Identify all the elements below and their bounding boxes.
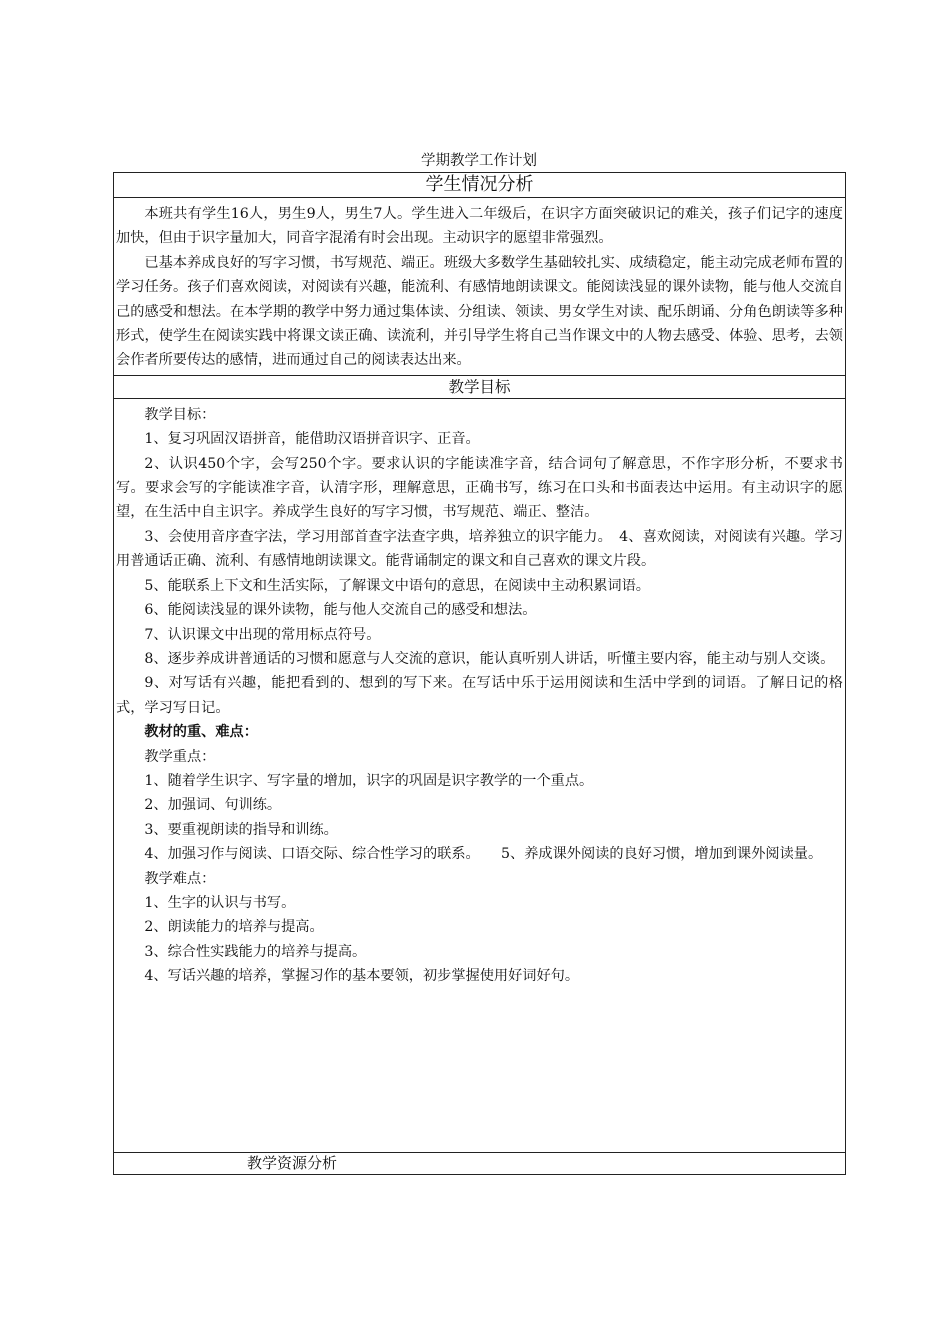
difficult-point-item: 2、朗读能力的培养与提高。 <box>144 919 324 936</box>
difficult-point-item: 3、综合性实践能力的培养与提高。 <box>144 943 367 960</box>
difficult-point-item: 1、生字的认识与书写。 <box>144 894 296 911</box>
key-difficult-heading: 教材的重、难点： <box>144 724 258 741</box>
student-analysis-body <box>114 198 846 376</box>
goal-item: 8、逐步养成讲普通话的习惯和愿意与人交流的意识，能认真听别人讲话，听懂主要内容，能主动与别人交谈。 <box>144 650 835 667</box>
difficult-point-item: 4、写话兴趣的培养，掌握习作的基本要领，初步掌握使用好词好句。 <box>144 968 580 985</box>
plan-table <box>113 172 846 1175</box>
page-title: 学期教学工作计划 <box>421 153 537 169</box>
teaching-goals-intro: 教学目标： <box>144 406 216 423</box>
difficult-points-label: 教学难点： <box>144 870 216 887</box>
goal-item: 9、对写话有兴趣，能把看到的、想到的写下来。在写话中乐于运用阅读和生活中学到的词语。了解日记的格式，学习写日记。 <box>116 675 843 716</box>
student-analysis-heading: 学生情况分析 <box>114 173 846 198</box>
resource-analysis-heading: 教学资源分析 <box>114 1152 846 1174</box>
goal-item: 5、能联系上下文和生活实际，了解课文中语句的意思，在阅读中主动积累词语。 <box>144 577 650 594</box>
teaching-goals-body <box>114 398 846 1152</box>
teaching-goals-heading: 教学目标 <box>114 375 846 398</box>
student-analysis-paragraph: 已基本养成良好的写字习惯，书写规范、端正。班级大多数学生基础较扎实、成绩稳定，能主动完成老师布置的学习任务。孩子们喜欢阅读，对阅读有兴趣，能流利、有感情地朗读课文。能阅读浅显的课外读物，能与他人交流自己的感受和想法。在本学期的教学中努力通过集体读、分组读、领读、男女学生对读、配乐朗诵、分角色朗读等多种形式，使学生在阅读实践中将课文读正确、读流利，并引导学生将自己当作课文中的人物去感受、体验、思考，去领会作者所要传达的感情，进而通过自己的阅读表达出来。 <box>116 254 843 369</box>
goal-item: 3、会使用音序查字法，学习用部首查字法查字典，培养独立的识字能力。 4、喜欢阅读，对阅读有兴趣。学习用普通话正确、流利、有感情地朗读课文。能背诵制定的课文和自己喜欢的课文片段。 <box>116 528 843 570</box>
goal-item: 2、认识450个字，会写250个字。要求认识的字能读准字音，结合词句了解意思，不作字形分析，不要求书写。要求会写的字能读准字音，认清字形，理解意思，正确书写，练习在口头和书面表达中运用。有主动识字的愿望，在生活中自主识字。养成学生良好的写字习惯，书写规范、端正、整洁。 <box>116 455 843 521</box>
key-points-label: 教学重点： <box>144 748 216 765</box>
key-point-item: 4、加强习作与阅读、口语交际、综合性学习的联系。 5、养成课外阅读的良好习惯，增加到课外阅读量。 <box>144 846 823 863</box>
key-point-item: 3、要重视朗读的指导和训练。 <box>144 821 338 838</box>
goal-item: 6、能阅读浅显的课外读物，能与他人交流自己的感受和想法。 <box>144 602 537 619</box>
key-point-item: 1、随着学生识字、写字量的增加，识字的巩固是识字教学的一个重点。 <box>144 772 594 789</box>
student-analysis-paragraph: 本班共有学生16人，男生9人，男生7人。学生进入二年级后，在识字方面突破识记的难关，孩子们记字的速度加快，但由于识字量加大，同音字混淆有时会出现。主动识字的愿望非常强烈。 <box>116 206 843 247</box>
goal-item: 1、复习巩固汉语拼音，能借助汉语拼音识字、正音。 <box>144 431 480 448</box>
key-point-item: 2、加强词、句训练。 <box>144 797 282 814</box>
goal-item: 7、认识课文中出现的常用标点符号。 <box>144 626 381 643</box>
